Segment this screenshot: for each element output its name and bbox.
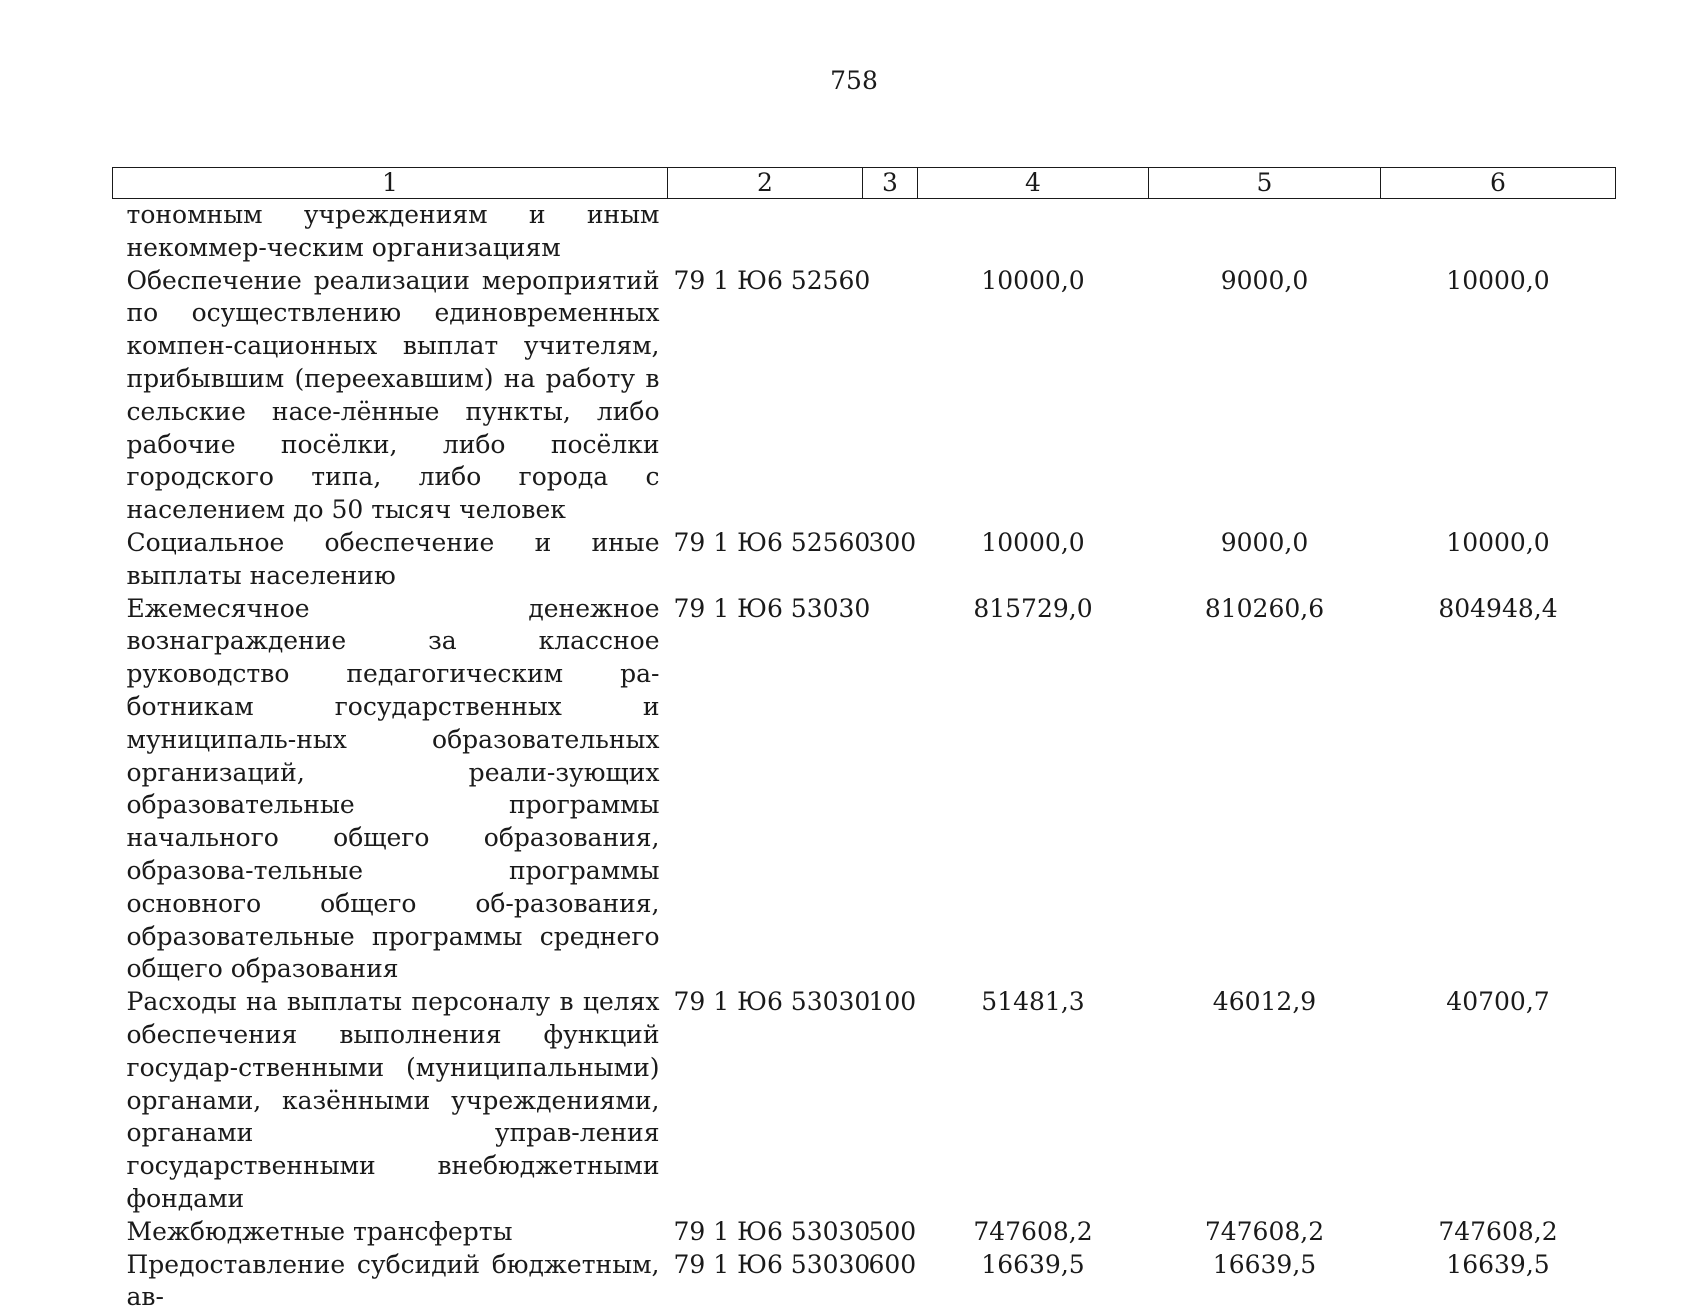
row-kind xyxy=(863,265,918,527)
row-code: 79 1 Ю6 52560 xyxy=(668,527,863,593)
table-row xyxy=(113,527,1616,593)
row-description: Ежемесячное денежное вознаграждение за классное руководство педагогическим ра-ботникам государственных и муниципаль-ных образовательных организаций, реали-зующих образовательные программы начального общего образования, образова-тельные программы основного общего об-разования, образовательные программы среднего общего образования xyxy=(113,593,668,987)
row-code: 79 1 Ю6 53030 xyxy=(668,986,863,1216)
row-value-5: 747608,2 xyxy=(1149,1216,1381,1249)
column-header-4: 4 xyxy=(918,168,1149,199)
row-description: Межбюджетные трансферты xyxy=(113,1216,668,1249)
row-description: Обеспечение реализации мероприятий по осуществлению единовременных компен-сационных выплат учителям, прибывшим (переехавшим) на работу в сельские насе-лённые пункты, либо рабочие посёлки, либо посёлки городского типа, либо города с населением до 50 тысяч человек xyxy=(113,265,668,527)
column-header-3: 3 xyxy=(863,168,918,199)
row-value-4: 16639,5 xyxy=(918,1249,1149,1314)
row-value-5: 16639,5 xyxy=(1149,1249,1381,1314)
row-value-4: 10000,0 xyxy=(918,527,1149,593)
row-value-6: 40700,7 xyxy=(1381,986,1616,1216)
row-kind: 300 xyxy=(863,527,918,593)
row-value-5: 810260,6 xyxy=(1149,593,1381,987)
row-value-6: 10000,0 xyxy=(1381,527,1616,593)
row-description: Расходы на выплаты персоналу в целях обеспечения выполнения функций государ-ственными (муниципальными) органами, казёнными учреждениями, органами управ-ления государственными внебюджетными фондами xyxy=(113,986,668,1216)
row-kind: 100 xyxy=(863,986,918,1216)
row-kind: 600 xyxy=(863,1249,918,1314)
row-kind xyxy=(863,593,918,987)
table-row xyxy=(113,986,1616,1216)
row-value-6 xyxy=(1381,199,1616,265)
row-value-6: 804948,4 xyxy=(1381,593,1616,987)
column-header-1: 1 xyxy=(113,168,668,199)
row-description: Социальное обеспечение и иные выплаты населению xyxy=(113,527,668,593)
table-row xyxy=(113,1216,1616,1249)
row-value-4: 10000,0 xyxy=(918,265,1149,527)
column-header-5: 5 xyxy=(1149,168,1381,199)
row-code: 79 1 Ю6 53030 xyxy=(668,1249,863,1314)
row-code xyxy=(668,199,863,265)
row-value-4 xyxy=(918,199,1149,265)
row-value-6: 16639,5 xyxy=(1381,1249,1616,1314)
row-value-5 xyxy=(1149,199,1381,265)
row-description: тономным учреждениям и иным некоммер-ческим организациям xyxy=(113,199,668,265)
row-kind: 500 xyxy=(863,1216,918,1249)
table-row xyxy=(113,199,1616,265)
row-description: Предоставление субсидий бюджетным, ав- xyxy=(113,1249,668,1314)
row-code: 79 1 Ю6 52560 xyxy=(668,265,863,527)
row-value-6: 747608,2 xyxy=(1381,1216,1616,1249)
table-row xyxy=(113,265,1616,527)
row-kind xyxy=(863,199,918,265)
row-value-6: 10000,0 xyxy=(1381,265,1616,527)
column-header-2: 2 xyxy=(668,168,863,199)
column-header-6: 6 xyxy=(1381,168,1616,199)
row-value-4: 815729,0 xyxy=(918,593,1149,987)
table-row xyxy=(113,593,1616,987)
page-number: 758 xyxy=(0,66,1708,96)
row-code: 79 1 Ю6 53030 xyxy=(668,593,863,987)
row-value-4: 51481,3 xyxy=(918,986,1149,1216)
row-code: 79 1 Ю6 53030 xyxy=(668,1216,863,1249)
row-value-5: 9000,0 xyxy=(1149,265,1381,527)
table-row xyxy=(113,1249,1616,1314)
row-value-4: 747608,2 xyxy=(918,1216,1149,1249)
table-header-row xyxy=(113,168,1616,199)
row-value-5: 9000,0 xyxy=(1149,527,1381,593)
budget-table xyxy=(112,167,1616,1314)
row-value-5: 46012,9 xyxy=(1149,986,1381,1216)
